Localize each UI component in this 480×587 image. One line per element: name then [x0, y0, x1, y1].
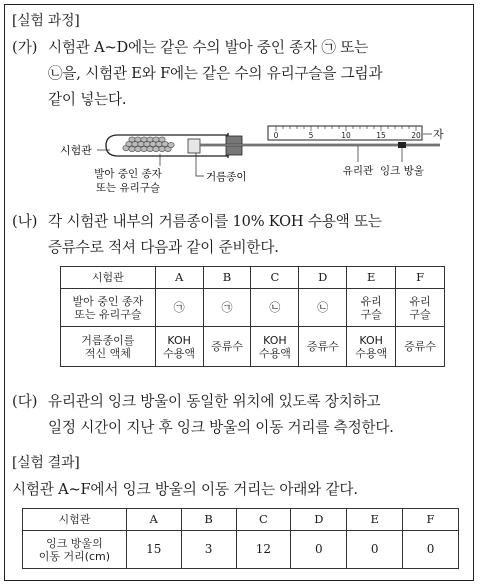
ruler-tick-20: 20 — [411, 131, 421, 140]
setup-contents-a — [155, 289, 203, 327]
step-ga-label: (가) — [12, 39, 38, 56]
results-header-d: D — [291, 509, 347, 531]
label-test-tube: 시험관 — [60, 144, 92, 157]
setup-liquid-label — [61, 327, 156, 367]
liquid-e-line-2: 수용액 — [355, 346, 388, 360]
liquid-a-line-2: 수용액 — [163, 346, 196, 360]
result-b: 3 — [181, 531, 236, 569]
results-row-label — [23, 531, 127, 569]
result-d: 0 — [291, 531, 347, 569]
setup-header-e: E — [347, 267, 396, 289]
setup-header-c: C — [251, 267, 299, 289]
results-value-row — [23, 531, 459, 569]
liquid-d-value: 증류수 — [306, 340, 339, 353]
liquid-label-line-1: 거름종이를 — [81, 333, 135, 347]
liquid-c-line-2: 수용액 — [258, 346, 291, 360]
setup-header-row — [61, 267, 445, 289]
ruler-tick-0: 0 — [273, 131, 279, 140]
setup-contents-e — [347, 289, 396, 327]
step-da-line-2: 일정 시간이 지난 후 잉크 방울의 이동 거리를 측정한다. — [48, 419, 394, 436]
contents-d-value: ㉡ — [317, 301, 329, 314]
results-line-1: 시험관 A~F에서 잉크 방울의 이동 거리는 아래와 같다. — [12, 481, 358, 498]
procedure-heading: [실험 과정] — [12, 13, 80, 29]
step-da-label: (다) — [12, 393, 38, 410]
setup-liquid-d — [299, 327, 347, 367]
results-label-line-2: 이동 거리(cm) — [38, 549, 111, 563]
label-filter-paper: 거름종이 — [206, 171, 247, 183]
liquid-a-line-1: KOH — [167, 333, 191, 347]
ruler-tick-15: 15 — [376, 131, 386, 140]
results-header-c: C — [236, 509, 291, 531]
results-table — [22, 508, 459, 569]
setup-liquid-a — [155, 327, 203, 367]
results-header-f: F — [403, 509, 459, 531]
setup-header-b: B — [203, 267, 251, 289]
setup-liquid-b — [203, 327, 251, 367]
label-glass-tube: 유리관 — [342, 165, 374, 177]
label-seed-1: 발아 중인 종자 — [94, 168, 162, 180]
results-header-b: B — [181, 509, 236, 531]
result-c: 12 — [236, 531, 291, 569]
ink-drop — [398, 142, 406, 148]
liquid-e-line-1: KOH — [359, 333, 383, 347]
label-scale: 자 — [433, 128, 444, 141]
setup-table — [60, 266, 445, 367]
contents-a-value: ㉠ — [173, 301, 185, 314]
liquid-b-value: 증류수 — [211, 340, 243, 353]
results-header-e: E — [347, 509, 403, 531]
results-header-a: A — [126, 509, 181, 531]
setup-header-label: 시험관 — [61, 267, 156, 289]
setup-header-a: A — [155, 267, 203, 289]
ruler — [268, 126, 422, 140]
liquid-label-line-2: 적신 액체 — [84, 346, 131, 360]
result-f: 0 — [403, 531, 459, 569]
ruler-tick-5: 5 — [308, 131, 314, 140]
step-na-line-1: 각 시험관 내부의 거름종이를 10% KOH 수용액 또는 — [48, 213, 382, 230]
contents-e-line-2: 구슬 — [360, 307, 382, 321]
results-label-line-1: 잉크 방울의 — [46, 536, 103, 550]
contents-label-line-2: 또는 유리구슬 — [74, 307, 142, 321]
setup-liquid-c — [251, 327, 299, 367]
liquid-c-line-1: KOH — [263, 333, 287, 347]
setup-contents-f — [396, 289, 445, 327]
setup-liquid-f — [396, 327, 445, 367]
ruler-tick-10: 10 — [341, 131, 351, 140]
contents-label-line-1: 발아 중인 종자 — [72, 294, 144, 308]
apparatus-diagram — [0, 112, 480, 202]
setup-contents-c — [251, 289, 299, 327]
step-ga-line-1: 시험관 A~D에는 같은 수의 발아 중인 종자 ㉠ 또는 — [48, 39, 369, 56]
step-na-label: (나) — [12, 213, 38, 230]
result-a: 15 — [126, 531, 181, 569]
step-ga-line-3: 같이 넣는다. — [48, 91, 127, 108]
contents-f-line-2: 구슬 — [409, 307, 431, 321]
setup-header-d: D — [299, 267, 347, 289]
step-da-line-1: 유리관의 잉크 방울이 동일한 위치에 있도록 장치하고 — [48, 393, 381, 410]
setup-contents-row — [61, 289, 445, 327]
results-heading: [실험 결과] — [12, 455, 80, 471]
contents-e-line-1: 유리 — [360, 294, 382, 308]
setup-contents-d — [299, 289, 347, 327]
setup-liquid-e — [347, 327, 396, 367]
setup-contents-b — [203, 289, 251, 327]
result-e: 0 — [347, 531, 403, 569]
setup-contents-label — [61, 289, 156, 327]
contents-f-line-1: 유리 — [409, 294, 431, 308]
step-ga-line-2: ㉡을, 시험관 E와 F에는 같은 수의 유리구슬을 그림과 — [48, 65, 383, 82]
step-na-line-2: 증류수로 적셔 다음과 같이 준비한다. — [48, 239, 279, 256]
label-seed-2: 또는 유리구슬 — [95, 182, 161, 194]
label-ink-drop: 잉크 방울 — [380, 165, 424, 177]
filter-paper — [188, 139, 200, 153]
contents-c-value: ㉡ — [269, 301, 281, 314]
results-header-label: 시험관 — [23, 509, 127, 531]
setup-liquid-row — [61, 327, 445, 367]
liquid-f-value: 증류수 — [404, 340, 436, 353]
results-header-row — [23, 509, 459, 531]
setup-header-f: F — [396, 267, 445, 289]
contents-b-value: ㉠ — [221, 301, 233, 314]
